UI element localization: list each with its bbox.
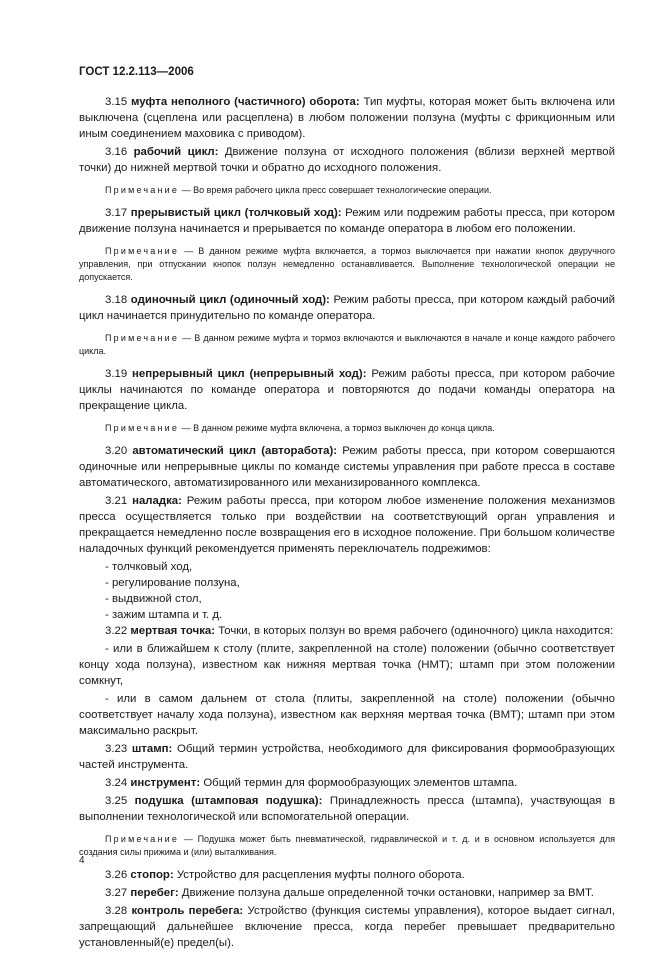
term-number: 3.15 (105, 96, 128, 108)
term-name: наладка: (132, 495, 182, 507)
term-name: контроль перебега: (131, 905, 244, 917)
term-definition (79, 493, 615, 557)
term-definition (79, 867, 615, 883)
note-text: — В данном режиме муфта включается, а тормоз выключается при нажатии кнопок двуручного управления, при отпускании кнопок ползун немедленно останавливается. Выполнение технологической операции не допускается. (79, 246, 615, 282)
note-text: — Во время рабочего цикла пресс совершает технологические операции. (179, 185, 492, 195)
note (79, 184, 615, 197)
term-text: Точки, в которых ползун во время рабочего (одиночного) цикла находится: (215, 625, 614, 637)
term-text: Устройство для расцепления муфты полного оборота. (173, 869, 465, 881)
document-body (79, 94, 615, 953)
term-name: прерывистый цикл (толчковый ход): (130, 207, 342, 219)
term-text: Движение ползуна дальше определенной точки остановки, например за ВМТ. (178, 887, 594, 899)
term-name: муфта неполного (частичного) оборота: (130, 96, 360, 108)
term-number: 3.25 (105, 795, 128, 807)
term-definition (79, 292, 615, 324)
term-number: 3.20 (105, 445, 128, 457)
term-name: рабочий цикл: (133, 146, 219, 158)
term-text: Режим работы пресса, при котором рабочие циклы начинаются по команде оператора и повторяются до подачи команды оператора на прекращение цикла. (79, 368, 615, 412)
note-label: Примечание (105, 185, 180, 195)
note (79, 245, 615, 284)
term-text: Движение ползуна от исходного положения (вблизи верхней мертвой точки) до нижней мертвой точки и обратно до исходного положения. (79, 146, 615, 174)
term-name: автоматический цикл (авторабота): (132, 445, 338, 457)
term-text: Устройство (функция системы управления), которое выдает сигнал, запрещающий дальнейшее включение пресса, когда перебег превышает предварительно установленный(е) предел(ы). (79, 905, 615, 949)
note (79, 422, 615, 435)
term-definition (79, 775, 615, 791)
note-text: — Подушка может быть пневматической, гидравлической и т. д. и в основном используется для создания силы прижима и (или) выталкивания. (79, 834, 615, 857)
term-definition (79, 94, 615, 142)
term-number: 3.16 (105, 146, 128, 158)
term-number: 3.19 (105, 368, 128, 380)
term-text: Общий термин устройства, необходимого для фиксирования формообразующих частей инструмента. (79, 743, 615, 771)
list-item: - толчковый ход, (105, 561, 193, 573)
term-name: непрерывный цикл (непрерывный ход): (132, 368, 367, 380)
term-name: стопор: (130, 869, 174, 881)
note-text: — В данном режиме муфта включена, а тормоз выключен до конца цикла. (179, 423, 495, 433)
term-definition (79, 903, 615, 951)
note-label: Примечание (105, 246, 180, 256)
term-definition (79, 793, 615, 825)
term-text: Режим работы пресса, при котором совершаются одиночные или непрерывные циклы по команде системы управления при работе пресса в составе автоматического, автоматизированного или механизированного комплекса. (79, 445, 615, 489)
page-number: 4 (79, 855, 85, 866)
term-text: Режим или подрежим работы пресса, при котором движение ползуна начинается и прерывается по команде оператора в любом его положении. (79, 207, 615, 235)
term-definition (79, 443, 615, 491)
list-item: - регулирование ползуна, (105, 577, 240, 589)
term-number: 3.22 (105, 625, 128, 637)
term-text: Режим работы пресса, при котором любое изменение положения механизмов пресса осуществляется только при воздействии на соответствующий орган управления и прекращается немедленно после возвращения его в исходное положение. При большом количестве наладочных функций рекомендуется применять переключатель подрежимов: (79, 495, 615, 555)
paragraph: - или в ближайшем к столу (плите, закрепленной на столе) положении (обычно соответствует концу хода ползуна), известном как нижняя мертвая точка (НМТ); штамп при этом положении сомкнут, (79, 643, 615, 687)
note (79, 833, 615, 859)
term-text: Тип муфты, которая может быть включена или выключена (сцеплена или расцеплена) в любом положении ползуна (муфты с фрикционным или иным соединением маховика с приводом). (79, 96, 615, 140)
note-label: Примечание (105, 834, 180, 844)
term-definition (79, 144, 615, 176)
term-definition (79, 623, 615, 639)
term-number: 3.24 (105, 777, 128, 789)
term-number: 3.27 (105, 887, 128, 899)
term-number: 3.17 (105, 207, 128, 219)
term-definition (79, 885, 615, 901)
term-name: штамп: (131, 743, 173, 755)
term-definition (79, 205, 615, 237)
list-item: - выдвижной стол, (105, 593, 202, 605)
term-number: 3.26 (105, 869, 128, 881)
term-number: 3.21 (105, 495, 128, 507)
term-number: 3.28 (105, 905, 128, 917)
term-name: одиночный цикл (одиночный ход): (130, 294, 330, 306)
term-definition (79, 741, 615, 773)
note (79, 332, 615, 358)
note-label: Примечание (105, 423, 180, 433)
document-header: ГОСТ 12.2.113—2006 (79, 66, 194, 78)
term-name: перебег: (130, 887, 179, 899)
term-number: 3.18 (105, 294, 128, 306)
term-number: 3.23 (105, 743, 128, 755)
note-text: — В данном режиме муфта и тормоз включаются и выключаются в начале и конце каждого рабочего цикла. (79, 333, 615, 356)
term-text: Общий термин для формообразующих элементов штампа. (200, 777, 518, 789)
term-definition (79, 366, 615, 414)
list-item: - зажим штампа и т. д. (105, 609, 223, 621)
term-text: Принадлежность пресса (штампа), участвующая в выполнении технологической или вспомогательной операции. (79, 795, 615, 823)
note-label: Примечание (105, 333, 180, 343)
paragraph: - или в самом дальнем от стола (плиты, закрепленной на столе) положении (обычно соответствует началу хода ползуна), известном как верхняя мертвая точка (ВМТ); штамп при этом максимально раскрыт. (79, 693, 615, 737)
term-name: мертвая точка: (130, 625, 216, 637)
term-text: Режим работы пресса, при котором каждый рабочий цикл начинается принудительно по команде оператора. (79, 294, 615, 322)
term-name: подушка (штамповая подушка): (134, 795, 323, 807)
term-name: инструмент: (130, 777, 201, 789)
